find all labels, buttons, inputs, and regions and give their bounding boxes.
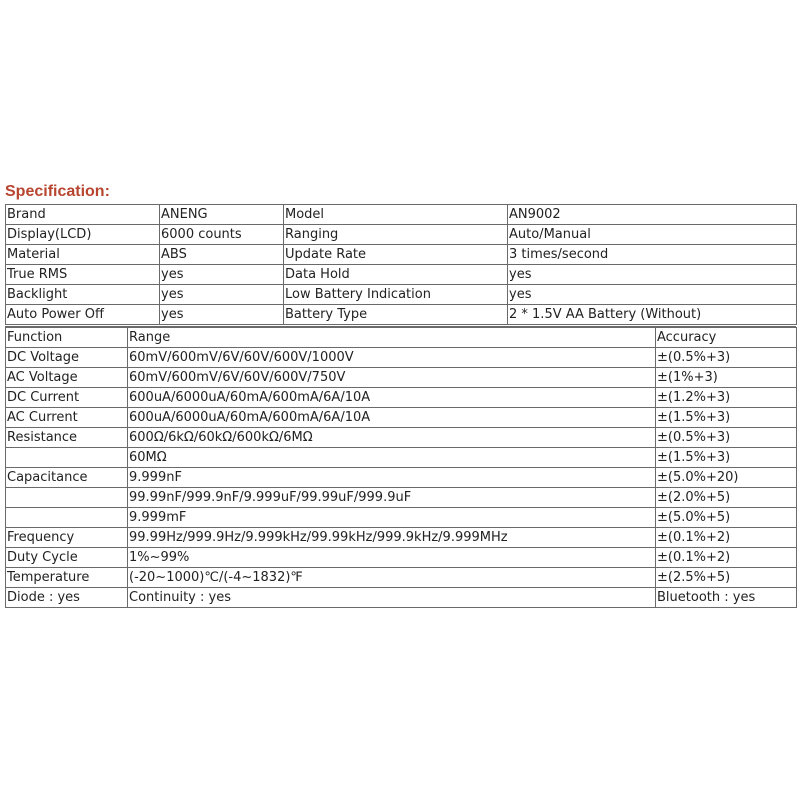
spec-label: Backlight <box>6 285 160 305</box>
function-cell: DC Current <box>6 388 128 408</box>
range-cell: 1%~99% <box>128 548 656 568</box>
table-row <box>6 508 797 528</box>
table-row <box>6 245 797 265</box>
range-cell: 60mV/600mV/6V/60V/600V/1000V <box>128 348 656 368</box>
accuracy-cell: ±(2.5%+5) <box>656 568 797 588</box>
table-row <box>6 488 797 508</box>
spec-label: Update Rate <box>284 245 508 265</box>
table-row <box>6 348 797 368</box>
table-row <box>6 225 797 245</box>
range-cell: Continuity : yes <box>128 588 656 608</box>
spec-value: Auto/Manual <box>508 225 797 245</box>
spec-table <box>5 204 797 325</box>
table-row <box>6 265 797 285</box>
spec-value: 6000 counts <box>160 225 284 245</box>
range-cell: 600uA/6000uA/60mA/600mA/6A/10A <box>128 388 656 408</box>
header-range: Range <box>128 328 656 348</box>
spec-value: yes <box>160 305 284 325</box>
accuracy-cell: ±(5.0%+5) <box>656 508 797 528</box>
range-cell: 9.999nF <box>128 468 656 488</box>
function-cell: DC Voltage <box>6 348 128 368</box>
spec-value: yes <box>160 285 284 305</box>
spec-value: 2 * 1.5V AA Battery (Without) <box>508 305 797 325</box>
table-row <box>6 568 797 588</box>
spec-label: Data Hold <box>284 265 508 285</box>
spec-value: yes <box>160 265 284 285</box>
table-header-row <box>6 328 797 348</box>
range-cell: 60mV/600mV/6V/60V/600V/750V <box>128 368 656 388</box>
header-function: Function <box>6 328 128 348</box>
range-cell: 600Ω/6kΩ/60kΩ/600kΩ/6MΩ <box>128 428 656 448</box>
accuracy-cell: ±(2.0%+5) <box>656 488 797 508</box>
function-cell <box>6 508 128 528</box>
page-title: Specification: <box>5 183 110 200</box>
spec-value: ABS <box>160 245 284 265</box>
accuracy-cell: ±(0.5%+3) <box>656 428 797 448</box>
function-cell <box>6 448 128 468</box>
table-row <box>6 548 797 568</box>
table-row <box>6 588 797 608</box>
accuracy-cell: ±(5.0%+20) <box>656 468 797 488</box>
range-table <box>5 327 797 608</box>
spec-label: Auto Power Off <box>6 305 160 325</box>
range-cell: 600uA/6000uA/60mA/600mA/6A/10A <box>128 408 656 428</box>
accuracy-cell: ±(1.2%+3) <box>656 388 797 408</box>
accuracy-cell: ±(0.1%+2) <box>656 548 797 568</box>
table-row <box>6 368 797 388</box>
spec-label: Model <box>284 205 508 225</box>
spec-label: Ranging <box>284 225 508 245</box>
table-row <box>6 428 797 448</box>
table-row <box>6 388 797 408</box>
function-cell <box>6 488 128 508</box>
spec-label: Display(LCD) <box>6 225 160 245</box>
header-accuracy: Accuracy <box>656 328 797 348</box>
spec-value: ANENG <box>160 205 284 225</box>
function-cell: Capacitance <box>6 468 128 488</box>
function-cell: Diode : yes <box>6 588 128 608</box>
function-cell: AC Current <box>6 408 128 428</box>
table-row <box>6 285 797 305</box>
accuracy-cell: Bluetooth : yes <box>656 588 797 608</box>
table-row <box>6 448 797 468</box>
function-cell: Temperature <box>6 568 128 588</box>
accuracy-cell: ±(1.5%+3) <box>656 448 797 468</box>
function-cell: AC Voltage <box>6 368 128 388</box>
table-row <box>6 205 797 225</box>
spec-label: Material <box>6 245 160 265</box>
table-row <box>6 408 797 428</box>
range-cell: 9.999mF <box>128 508 656 528</box>
range-cell: 60MΩ <box>128 448 656 468</box>
spec-label: Brand <box>6 205 160 225</box>
spec-label: Low Battery Indication <box>284 285 508 305</box>
spec-label: Battery Type <box>284 305 508 325</box>
spec-value: yes <box>508 265 797 285</box>
spec-value: 3 times/second <box>508 245 797 265</box>
spec-label: True RMS <box>6 265 160 285</box>
range-cell: (-20~1000)℃/(-4~1832)℉ <box>128 568 656 588</box>
table-row <box>6 468 797 488</box>
accuracy-cell: ±(0.5%+3) <box>656 348 797 368</box>
range-cell: 99.99Hz/999.9Hz/9.999kHz/99.99kHz/999.9kHz/9.999MHz <box>128 528 656 548</box>
accuracy-cell: ±(0.1%+2) <box>656 528 797 548</box>
accuracy-cell: ±(1.5%+3) <box>656 408 797 428</box>
table-row <box>6 528 797 548</box>
function-cell: Duty Cycle <box>6 548 128 568</box>
spec-value: AN9002 <box>508 205 797 225</box>
function-cell: Resistance <box>6 428 128 448</box>
spec-value: yes <box>508 285 797 305</box>
table-row <box>6 305 797 325</box>
function-cell: Frequency <box>6 528 128 548</box>
range-cell: 99.99nF/999.9nF/9.999uF/99.99uF/999.9uF <box>128 488 656 508</box>
accuracy-cell: ±(1%+3) <box>656 368 797 388</box>
